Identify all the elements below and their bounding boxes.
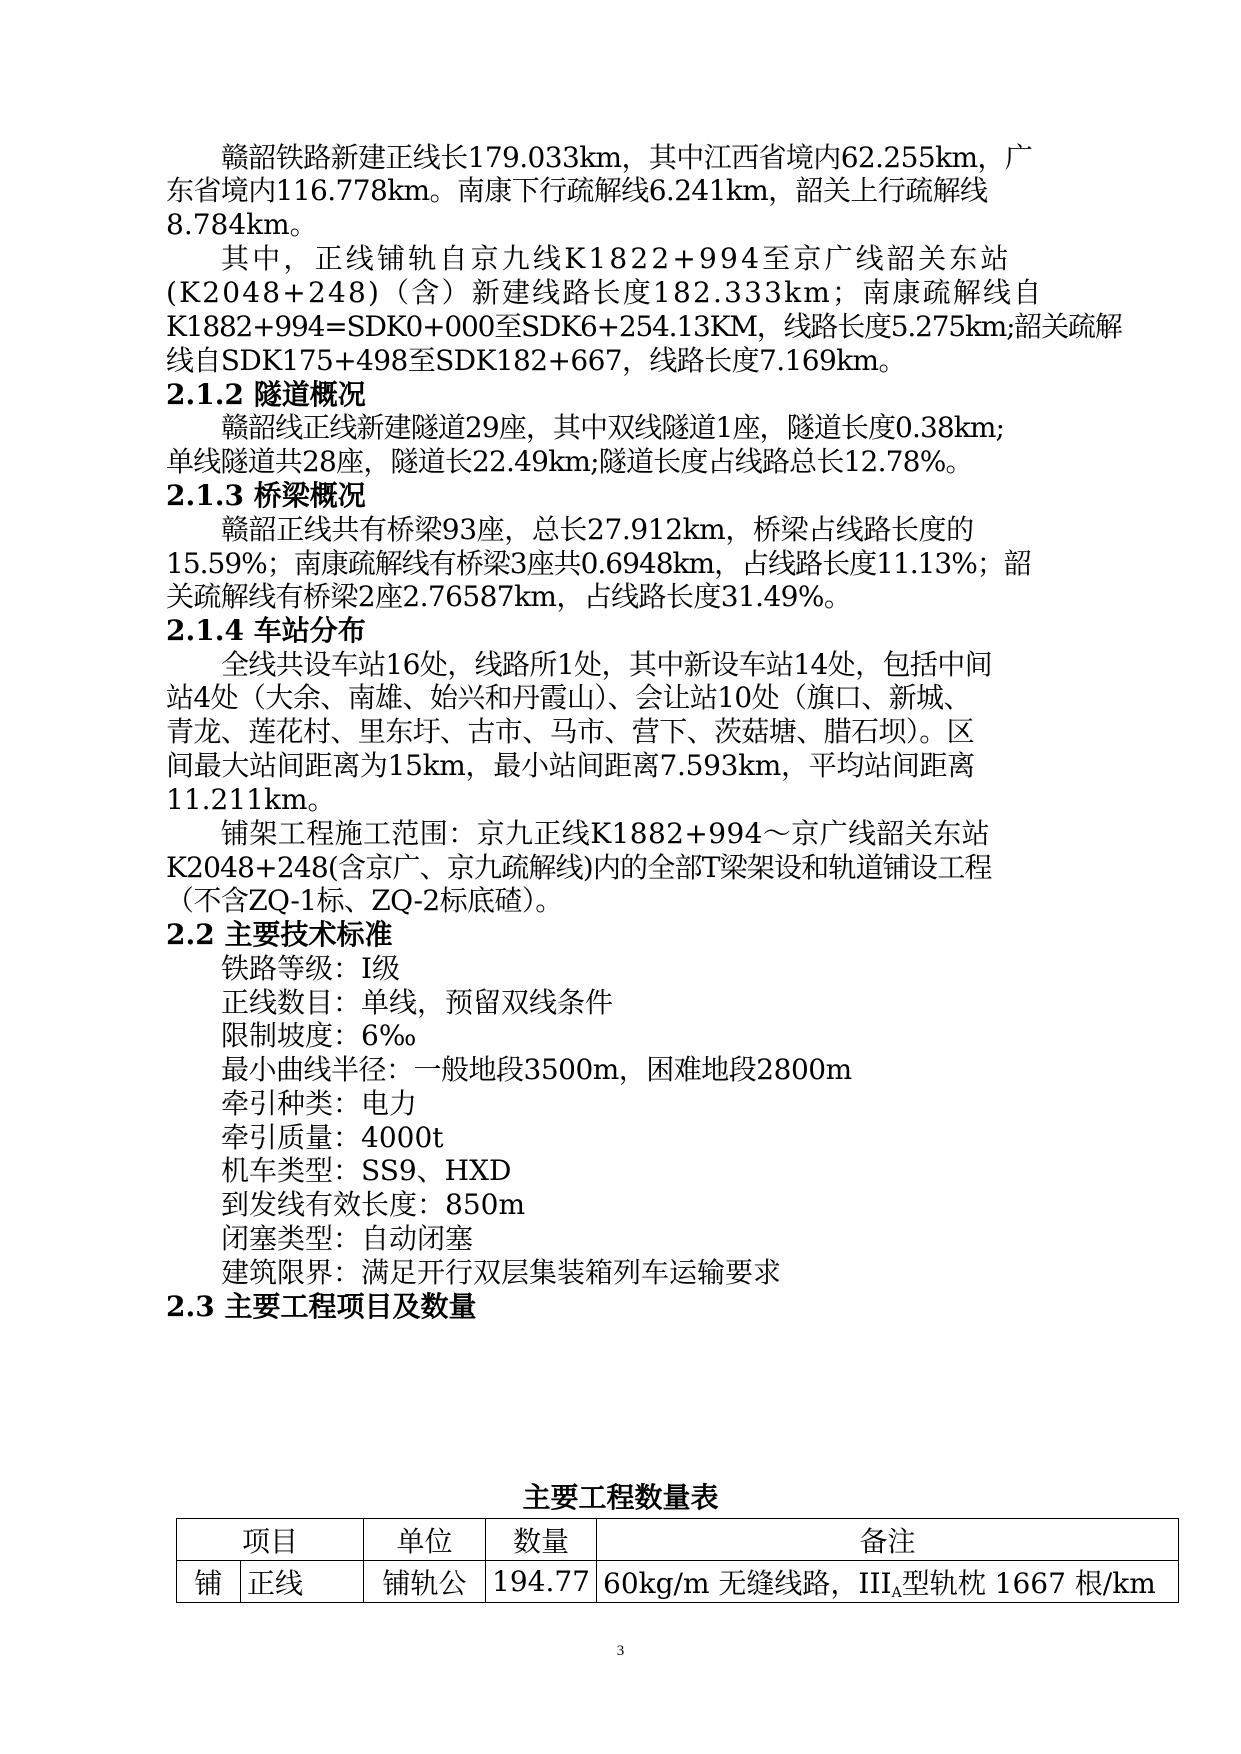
paragraph-line: 全线共设车站16处，线路所1处，其中新设车站14处，包括中间 (221, 648, 993, 681)
standard-item: 最小曲线半径：一般地段3500m，困难地段2800m (221, 1053, 852, 1086)
paragraph-line: 关疏解线有桥梁2座2.76587km，占线路长度31.49%。 (166, 580, 852, 613)
paragraph-line: K1882+994=SDK0+000至SDK6+254.13KM，线路长度5.275km;韶关疏解 (166, 310, 1122, 343)
paragraph-line: 其中，正线铺轨自京九线K1822+994至京广线韶关东站 (221, 242, 1012, 275)
section-heading-2-3: 2.3 主要工程项目及数量 (166, 1290, 477, 1323)
paragraph-line: 15.59%；南康疏解线有桥梁3座共0.6948km，占线路长度11.13%；韶 (166, 547, 1031, 580)
section-heading-2-1-2: 2.1.2 隧道概况 (166, 378, 366, 411)
header-unit: 单位 (364, 1519, 486, 1561)
standard-item: 正线数目：单线，预留双线条件 (221, 986, 614, 1019)
section-heading-2-2: 2.2 主要技术标准 (166, 918, 393, 951)
standard-item: 机车类型：SS9、HXD (221, 1154, 512, 1187)
paragraph-line: 铺架工程施工范围：京九正线K1882+994～京广线韶关东站 (221, 817, 991, 850)
header-quantity: 数量 (486, 1519, 597, 1561)
paragraph-line: 赣韶铁路新建正线长179.033km，其中江西省境内62.255km，广 (221, 141, 1033, 174)
page-number: 3 (616, 1643, 625, 1659)
paragraph-line: 11.211km。 (166, 783, 336, 816)
table-header-row (177, 1519, 1179, 1561)
standard-item: 牵引质量：4000t (221, 1121, 444, 1154)
paragraph-line: （不含ZQ-1标、ZQ-2标底碴）。 (166, 884, 563, 917)
cell-unit: 铺轨公 (364, 1561, 486, 1603)
paragraph-line: 赣韶正线共有桥梁93座，总长27.912km，桥梁占线路长度的 (221, 513, 974, 546)
paragraph-line: 线自SDK175+498至SDK182+667，线路长度7.169km。 (166, 344, 906, 377)
standard-item: 到发线有效长度：850m (221, 1188, 525, 1221)
header-note: 备注 (597, 1519, 1179, 1561)
table-row (177, 1561, 1179, 1603)
paragraph-line: 赣韶线正线新建隧道29座，其中双线隧道1座，隧道长度0.38km; (221, 411, 1005, 444)
paragraph-line: 单线隧道共28座，隧道长22.49km;隧道长度占线路总长12.78%。 (166, 445, 973, 478)
paragraph-line: 东省境内116.778km。南康下行疏解线6.241km，韶关上行疏解线 (166, 174, 988, 207)
header-item: 项目 (177, 1519, 364, 1561)
standard-item: 限制坡度：6‰ (221, 1019, 417, 1052)
cell-note: 60kg/m 无缝线路，$III_A$型轨枕 1667 根/km (597, 1561, 1179, 1603)
paragraph-line: 青龙、莲花村、里东圩、古市、马市、营下、茨菇塘、腊石坝）。区 (166, 715, 975, 748)
standard-item: 铁路等级：Ⅰ级 (221, 952, 401, 985)
paragraph-line: (K2048+248)（含）新建线路长度182.333km；南康疏解线自 (166, 276, 1044, 309)
section-heading-2-1-3: 2.1.3 桥梁概况 (166, 479, 366, 512)
paragraph-line: 8.784km。 (166, 208, 318, 241)
standard-item: 闭塞类型：自动闭塞 (221, 1222, 474, 1255)
section-heading-2-1-4: 2.1.4 车站分布 (166, 614, 366, 647)
table-title: 主要工程数量表 (522, 1481, 719, 1514)
cell-item: 正线 (241, 1561, 364, 1603)
standard-item: 牵引种类：电力 (221, 1087, 418, 1120)
paragraph-line: 间最大站间距离为15km，最小站间距离7.593km，平均站间距离 (166, 749, 975, 782)
paragraph-line: K2048+248(含京广、京九疏解线)内的全部T梁架设和轨道铺设工程 (166, 851, 992, 884)
paragraph-line: 站4处（大余、南雄、始兴和丹霞山）、会让站10处（旗口、新城、 (166, 681, 971, 714)
cell-quantity: 194.77 (486, 1561, 597, 1603)
cell-category: 铺 (177, 1561, 241, 1603)
standard-item: 建筑限界：满足开行双层集装箱列车运输要求 (221, 1256, 782, 1289)
quantity-table (176, 1518, 1179, 1603)
